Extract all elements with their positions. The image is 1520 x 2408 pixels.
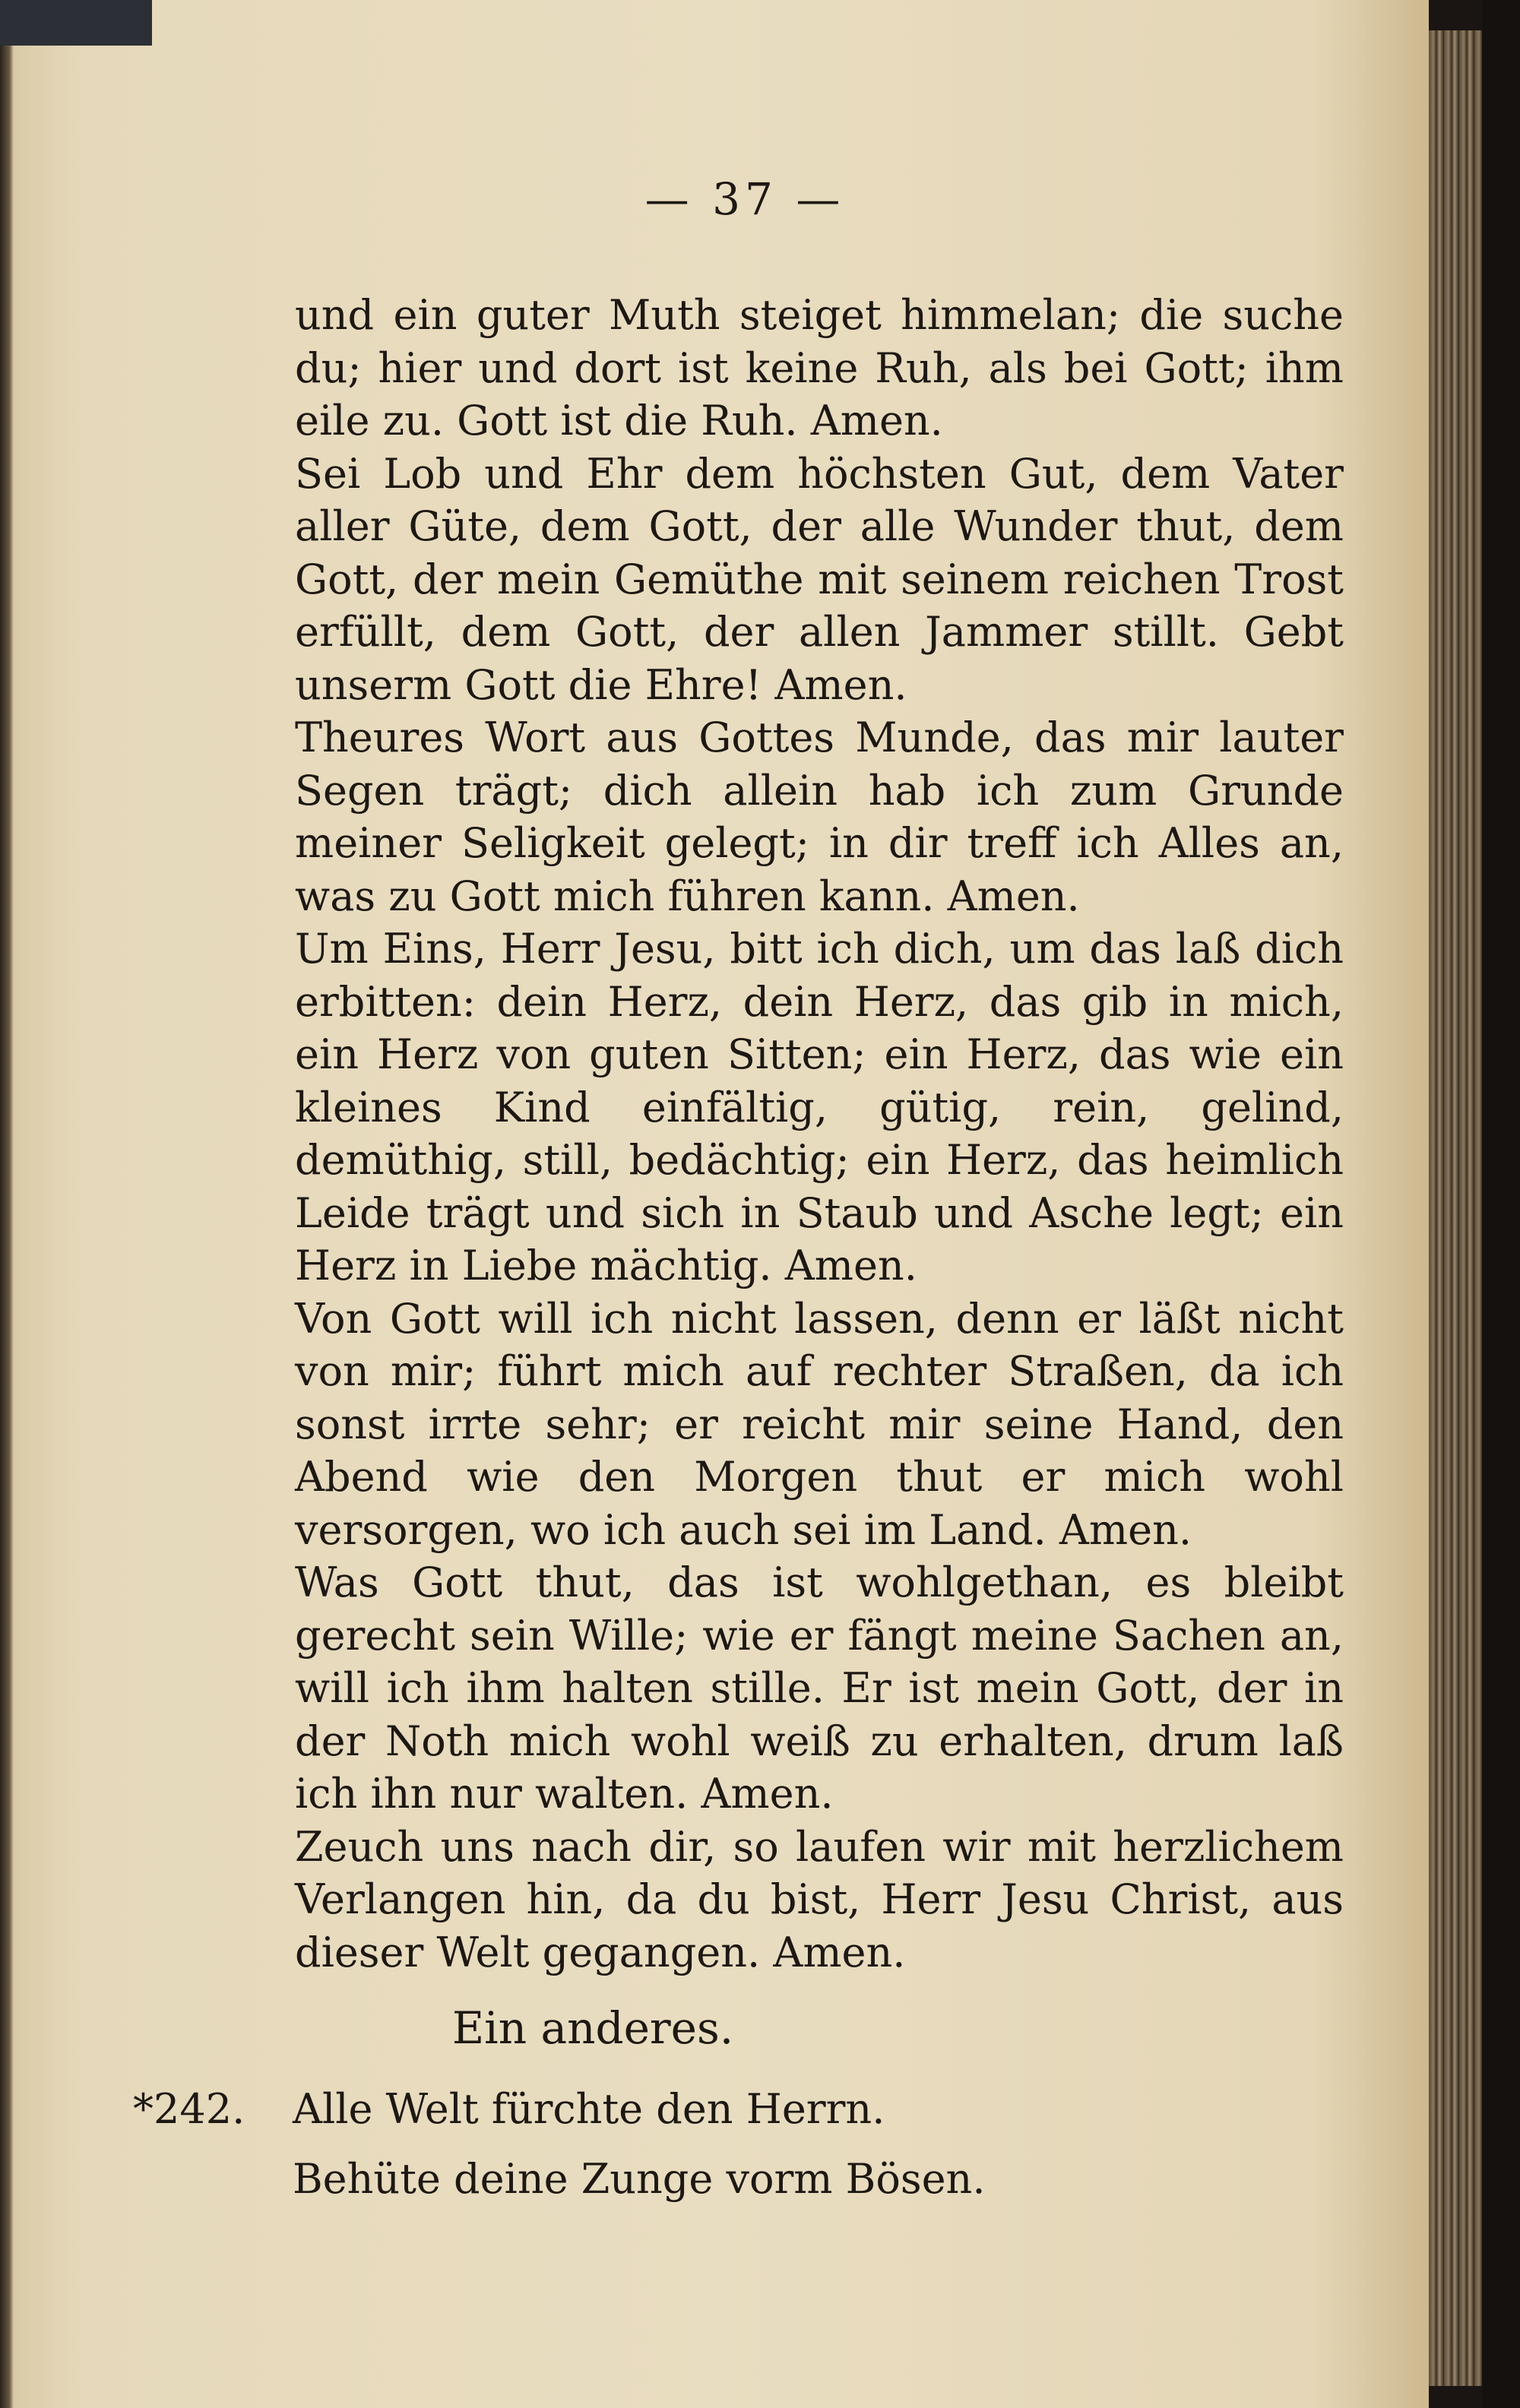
book-cover-edge — [1482, 0, 1520, 2408]
verse-line-1 — [133, 2074, 986, 2144]
verse-number: *242. — [133, 2085, 245, 2133]
verse-line-2 — [133, 2144, 986, 2214]
verse-text-1: Alle Welt fürchte den Herrn. — [293, 2085, 885, 2133]
paragraph-3: Theures Wort aus Gottes Munde, das mir lauter Segen trägt; dich allein hab ich zum Grunde meiner Seligkeit gelegt; in dir treff ich Alles an, was zu Gott mich führen kann. Amen. — [295, 714, 1344, 920]
paragraph-7: Zeuch uns nach dir, so laufen wir mit herzlichem Verlangen hin, da du bist, Herr Jesu Christ, aus dieser Welt gegangen. Amen. — [295, 1822, 1344, 1976]
paragraph-1: und ein guter Muth steiget himmelan; die suche du; hier und dort ist keine Ruh, als bei Gott; ihm eile zu. Gott ist die Ruh. Amen. — [295, 291, 1344, 445]
scan-corner-mark — [0, 0, 152, 46]
paragraph-6: Was Gott thut, das ist wohlgethan, es bleibt gerecht sein Wille; wie er fängt meine Sachen an, will ich ihm halten stille. Er ist mein Gott, der in der Noth mich wohl weiß zu erhalten, drum laß ich ihn nur walten. Amen. — [295, 1558, 1344, 1818]
verse-block — [133, 2074, 986, 2214]
paragraph-5: Von Gott will ich nicht lassen, denn er läßt nicht von mir; führt mich auf rechter Straßen, da ich sonst irrte sehr; er reicht mir seine Hand, den Abend wie den Morgen thut er mich wohl versorgen, wo ich auch sei im Land. Amen. — [295, 1294, 1344, 1554]
verse-text-2: Behüte deine Zunge vorm Bösen. — [293, 2155, 986, 2203]
section-title: Ein anderes. — [451, 2002, 734, 2054]
paragraph-4: Um Eins, Herr Jesu, bitt ich dich, um das laß dich erbitten: dein Herz, dein Herz, das gib in mich, ein Herz von guten Sitten; ein Herz, das wie ein kleines Kind einfältig, gütig, rein, gelind, demüthig, still, bedächtig; ein Herz, das heimlich Leide trägt und sich in Staub und Asche legt; ein Herz in Liebe mächtig. Amen. — [295, 925, 1344, 1289]
paragraph-2: Sei Lob und Ehr dem höchsten Gut, dem Vater aller Güte, dem Gott, der alle Wunder thut, dem Gott, der mein Gemüthe mit seinem reichen Trost erfüllt, dem Gott, der allen Jammer stillt. Gebt unserm Gott die Ehre! Amen. — [295, 449, 1344, 709]
prayer-text — [295, 289, 1344, 1979]
page-number: — 37 — — [644, 173, 845, 225]
